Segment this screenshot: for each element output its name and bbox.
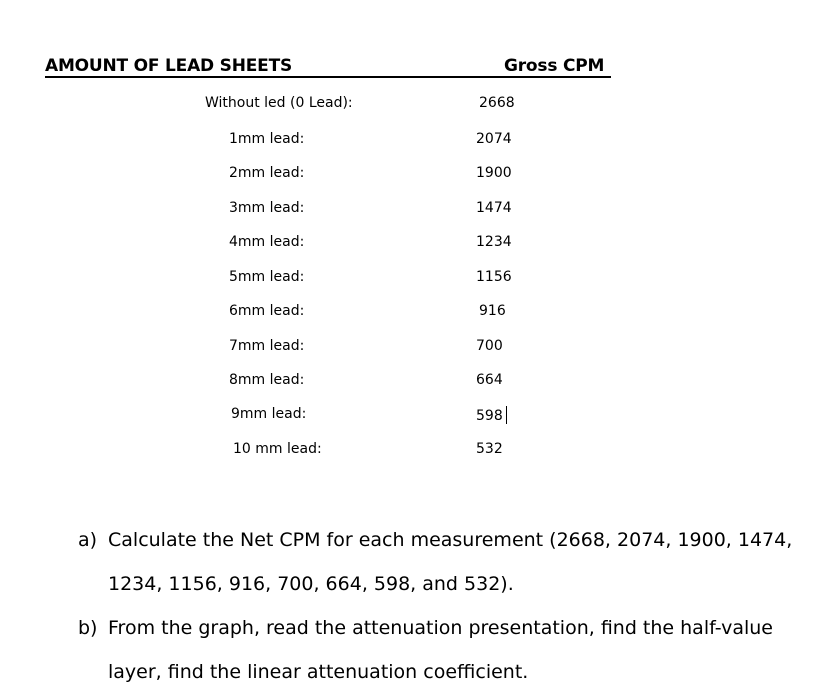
row-value-2: 1900 [476,165,512,181]
table-header-gross-cpm: Gross CPM [504,56,605,76]
row-value-8: 664 [476,372,503,388]
row-label-6: 6mm lead: [229,303,305,319]
row-value-6: 916 [479,303,506,319]
row-label-4: 4mm lead: [229,234,305,250]
question-a-line2: 1234, 1156, 916, 700, 664, 598, and 532). [108,573,514,595]
question-b-line1: From the graph, read the attenuation presentation, find the half-value [108,617,773,639]
question-a-line1: Calculate the Net CPM for each measurement (2668, 2074, 1900, 1474, [108,529,793,551]
row-value-7: 700 [476,338,503,354]
row-value-4: 1234 [476,234,512,250]
row-label-10: 10 mm lead: [233,441,322,457]
row-label-3: 3mm lead: [229,200,305,216]
row-value-10: 532 [476,441,503,457]
row-label-8: 8mm lead: [229,372,305,388]
question-b-line2: layer, find the linear attenuation coefficient. [108,661,529,683]
table-header-lead-sheets: AMOUNT OF LEAD SHEETS [45,56,293,76]
header-underline [45,76,611,78]
text-cursor [506,406,507,424]
row-value-1: 2074 [476,131,512,147]
row-label-2: 2mm lead: [229,165,305,181]
question-b-letter: b) [78,617,98,639]
question-a-letter: a) [78,529,98,551]
row-label-0: Without led (0 Lead): [205,95,353,111]
row-value-0: 2668 [479,95,515,111]
row-value-9-text: 598 [476,408,503,424]
row-value-9 [476,406,507,424]
row-label-9: 9mm lead: [231,406,307,422]
row-value-5: 1156 [476,269,512,285]
row-value-3: 1474 [476,200,512,216]
row-label-1: 1mm lead: [229,131,305,147]
row-label-5: 5mm lead: [229,269,305,285]
row-label-7: 7mm lead: [229,338,305,354]
